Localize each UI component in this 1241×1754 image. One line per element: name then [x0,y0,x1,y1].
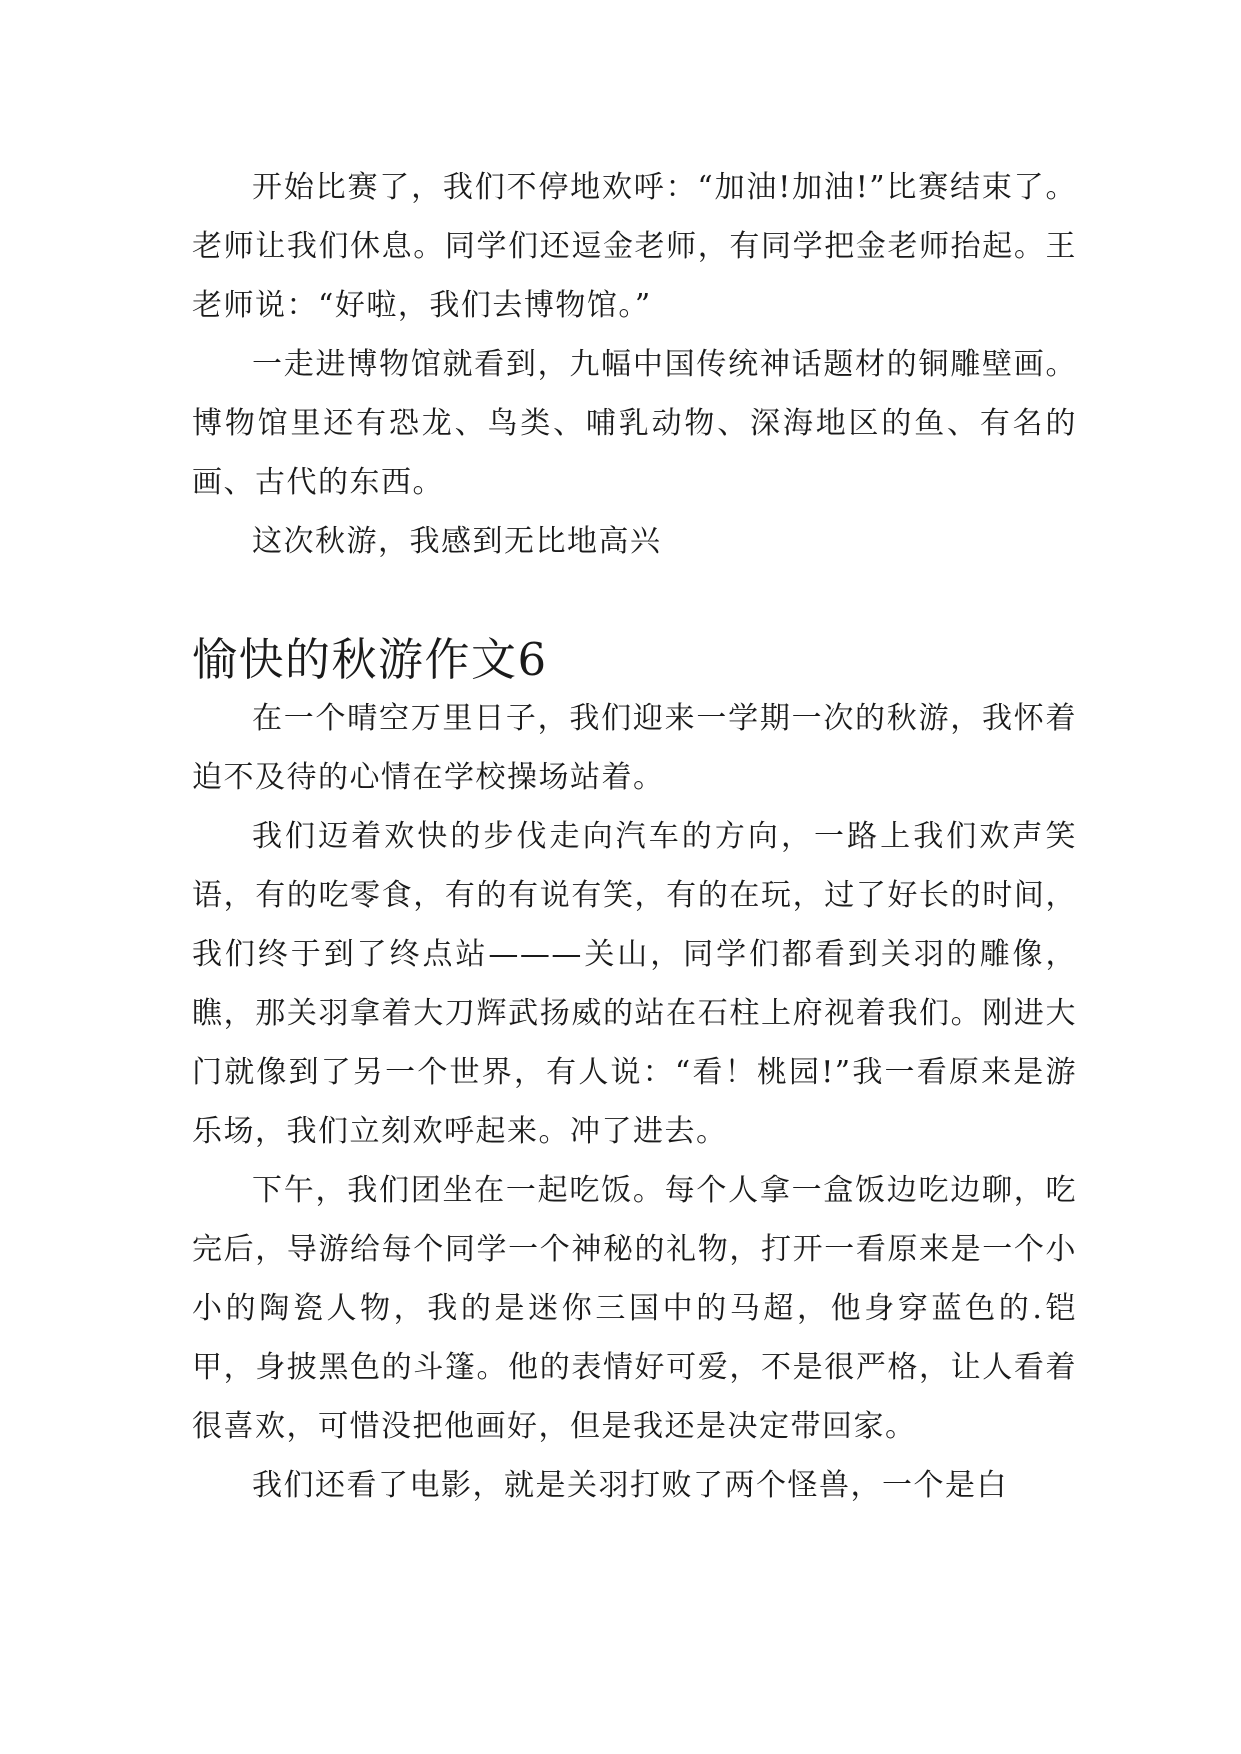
paragraph-museum: 一走进博物馆就看到，九幅中国传统神话题材的铜雕壁画。博物馆里还有恐龙、鸟类、哺乳动物、深海地区的鱼、有名的画、古代的东西。 [192,347,1077,500]
essay-body [192,158,1077,1515]
paragraph-intro: 在一个晴空万里日子，我们迎来一学期一次的秋游，我怀着迫不及待的心情在学校操场站着。 [192,701,1077,795]
paragraph-lunch: 下午，我们团坐在一起吃饭。每个人拿一盒饭边吃边聊，吃完后，导游给每个同学一个神秘的礼物，打开一看原来是一个小小的陶瓷人物，我的是迷你三国中的马超，他身穿蓝色的.铠甲，身披黑色的斗篷。他的表情好可爱，不是很严格，让人看着很喜欢，可惜没把他画好，但是我还是决定带回家。 [192,1173,1077,1444]
paragraph-movie: 我们还看了电影，就是关羽打败了两个怪兽，一个是白 [252,1468,1008,1503]
paragraph-journey: 我们迈着欢快的步伐走向汽车的方向，一路上我们欢声笑语，有的吃零食，有的有说有笑，有的在玩，过了好长的时间，我们终于到了终点站———关山，同学们都看到关羽的雕像，瞧，那关羽拿着大刀辉武扬威的站在石柱上府视着我们。刚进大门就像到了另一个世界，有人说：“看！桃园!”我一看原来是游乐场，我们立刻欢呼起来。冲了进去。 [192,819,1077,1149]
paragraph-race: 开始比赛了，我们不停地欢呼：“加油!加油!”比赛结束了。老师让我们休息。同学们还逗金老师，有同学把金老师抬起。王老师说：“好啦，我们去博物馆。” [192,170,1077,323]
paragraph-conclusion: 这次秋游，我感到无比地高兴 [252,524,662,559]
essay-title: 愉快的秋游作文6 [192,633,548,686]
